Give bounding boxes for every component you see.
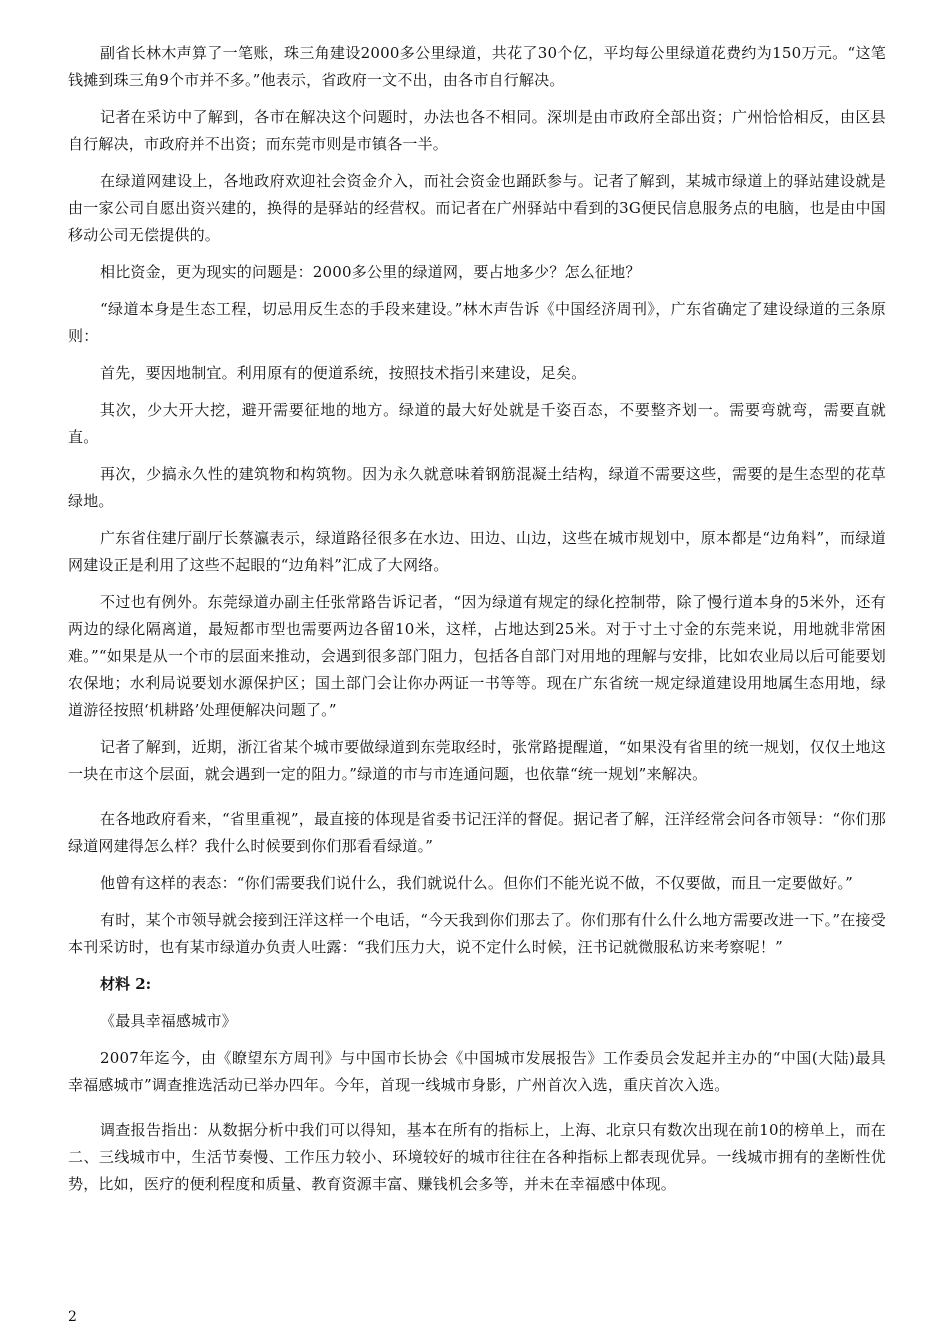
paragraph-unified-planning: 记者了解到，近期，浙江省某个城市要做绿道到东莞取经时，张常路提醒道，“如果没有省里的统一规划，仅仅土地这一块在市这个层面，就会遇到一定的阻力。”绿道的市与市连通问题，也依靠“统一规划”来解决。 bbox=[68, 738, 886, 783]
paragraph-three-principles: “绿道本身是生态工程，切忌用反生态的手段来建设。”林木声告诉《中国经济周刊》，广东省确定了建设绿道的三条原则： bbox=[68, 300, 886, 345]
material-heading: 材料 2: bbox=[100, 975, 152, 993]
paragraph-survey-findings: 调查报告指出：从数据分析中我们可以得知，基本在所有的指标上，上海、北京只有数次出现在前10的榜单上，而在二、三线城市中，生活节奏慢、工作压力较小、环境较好的城市往往在各种指标上都表现优异。一线城市拥有的垄断性优势，比如，医疗的便利程度和质量、教育资源丰富、赚钱机会多等，并未在幸福感中体现。 bbox=[68, 1121, 886, 1193]
paragraph-phone-call: 有时，某个市领导就会接到汪洋这样一个电话，“今天我到你们那去了。你们那有什么什么地方需要改进一下。”在接受本刊采访时，也有某市绿道办负责人吐露：“我们压力大，说不定什么时候，汪书记就微服私访来考察呢！” bbox=[68, 911, 886, 956]
paragraph-funding-calculation: 副省长林木声算了一笔账，珠三角建设2000多公里绿道，共花了30个亿，平均每公里绿道花费约为150万元。“这笔钱摊到珠三角9个市并不多。”他表示，省政府一文不出，由各市自行解决。 bbox=[68, 44, 886, 89]
paragraph-happiest-cities-survey: 2007年迄今，由《瞭望东方周刊》与中国市长协会《中国城市发展报告》工作委员会发起并主办的“中国(大陆)最具幸福感城市”调查推选活动已举办四年。今年，首现一线城市身影，广州首次入选，重庆首次入选。 bbox=[68, 1049, 886, 1094]
document-page bbox=[68, 40, 886, 1208]
paragraph-principle-first: 首先，要因地制宜。利用原有的便道系统，按照技术指引来建设，足矣。 bbox=[100, 364, 587, 382]
paragraph-principle-second: 其次，少大开大挖，避开需要征地的地方。绿道的最大好处就是千姿百态，不要整齐划一。需要弯就弯，需要直就直。 bbox=[68, 401, 886, 446]
paragraph-social-capital: 在绿道网建设上，各地政府欢迎社会资金介入，而社会资金也踊跃参与。记者了解到，某城市绿道上的驿站建设就是由一家公司自愿出资兴建的，换得的是驿站的经营权。而记者在广州驿站中看到的3G便民信息服务点的电脑，也是由中国移动公司无偿提供的。 bbox=[68, 172, 886, 244]
paragraph-statement: 他曾有这样的表态：“你们需要我们说什么，我们就说什么。但你们不能光说不做，不仅要做，而且一定要做好。” bbox=[100, 874, 854, 892]
paragraph-principle-third: 再次，少搞永久性的建筑物和构筑物。因为永久就意味着钢筋混凝土结构，绿道不需要这些，需要的是生态型的花草绿地。 bbox=[68, 465, 886, 510]
paragraph-provincial-attention: 在各地政府看来，“省里重视”，最直接的体现是省委书记汪洋的督促。据记者了解，汪洋经常会问各市领导：“你们那绿道网建得怎么样？我什么时候要到你们那看看绿道。” bbox=[68, 810, 886, 855]
page-number: 2 bbox=[68, 1309, 77, 1325]
paragraph-land-question: 相比资金，更为现实的问题是：2000多公里的绿道网，要占地多少？怎么征地？ bbox=[100, 263, 641, 281]
paragraph-dongguan-exception: 不过也有例外。东莞绿道办副主任张常路告诉记者，“因为绿道有规定的绿化控制带，除了慢行道本身的5米外，还有两边的绿化隔离道，最短都市型也需要两边各留10米，这样，占地达到25米。对于寸土寸金的东莞来说，用地就非常困难。”“如果是从一个市的层面来推动，会遇到很多部门阻力，包括各自部门对用地的理解与安排，比如农业局以后可能要划农保地；水利局说要划水源保护区；国土部门会让你办两证一书等等。现在广东省统一规定绿道建设用地属生态用地，绿道游径按照‘机耕路’处理便解决问题了。” bbox=[68, 593, 886, 719]
paragraph-leftover-land: 广东省住建厅副厅长蔡瀛表示，绿道路径很多在水边、田边、山边，这些在城市规划中，原本都是“边角料”，而绿道网建设正是利用了这些不起眼的“边角料”汇成了大网络。 bbox=[68, 529, 886, 574]
material-title: 《最具幸福感城市》 bbox=[100, 1012, 237, 1030]
paragraph-city-funding-methods: 记者在采访中了解到，各市在解决这个问题时，办法也各不相同。深圳是由市政府全部出资；广州恰恰相反，由区县自行解决，市政府并不出资；而东莞市则是市镇各一半。 bbox=[68, 108, 886, 153]
